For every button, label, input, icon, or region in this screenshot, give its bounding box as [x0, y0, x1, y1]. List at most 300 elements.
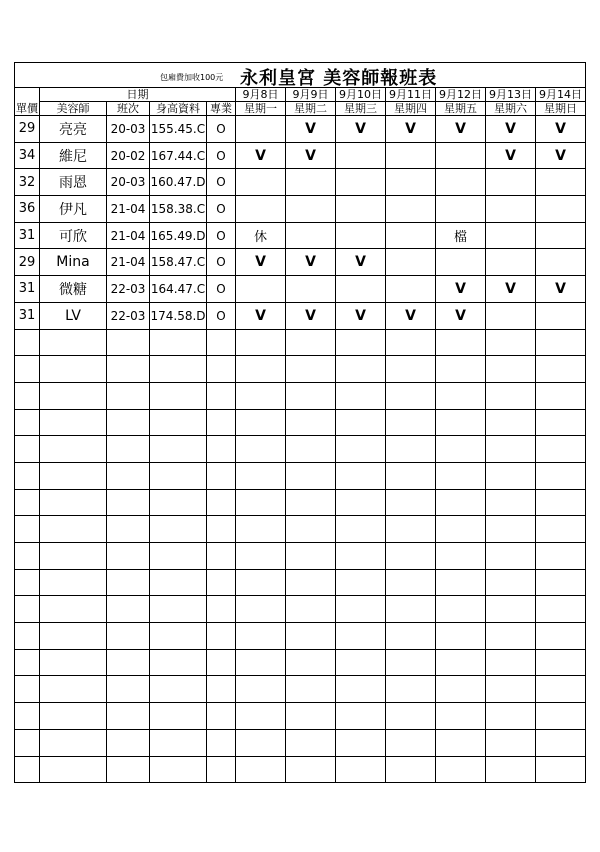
empty-cell — [150, 462, 207, 489]
day-mark: V — [486, 276, 536, 303]
empty-cell — [207, 756, 236, 783]
day-mark — [236, 196, 286, 223]
empty-cell — [107, 436, 150, 463]
empty-cell — [286, 569, 336, 596]
day-mark: V — [236, 249, 286, 276]
empty-cell — [40, 462, 107, 489]
pro-cell: O — [207, 116, 236, 143]
day-mark: 檔 — [436, 222, 486, 249]
empty-cell — [336, 356, 386, 383]
empty-cell — [236, 676, 286, 703]
weekday-header: 星期六 — [486, 102, 536, 116]
empty-cell — [150, 596, 207, 623]
table-row — [15, 142, 586, 169]
empty-cell — [207, 649, 236, 676]
day-mark — [486, 222, 536, 249]
empty-cell — [536, 382, 586, 409]
date-header: 9月13日 — [486, 88, 536, 102]
empty-cell — [15, 729, 40, 756]
empty-cell — [207, 462, 236, 489]
empty-cell — [207, 329, 236, 356]
empty-cell — [386, 703, 436, 730]
empty-cell — [386, 623, 436, 650]
empty-cell — [536, 569, 586, 596]
table-row — [15, 116, 586, 143]
empty-cell — [536, 356, 586, 383]
empty-cell — [107, 356, 150, 383]
weekday-header: 星期五 — [436, 102, 486, 116]
day-mark — [536, 196, 586, 223]
empty-cell — [207, 543, 236, 570]
day-mark: V — [336, 302, 386, 329]
empty-cell — [40, 596, 107, 623]
shift-cell: 22-03 — [107, 276, 150, 303]
empty-cell — [150, 676, 207, 703]
day-mark — [236, 169, 286, 196]
empty-cell — [386, 329, 436, 356]
height-cell: 155.45.C — [150, 116, 207, 143]
pro-cell: O — [207, 169, 236, 196]
day-mark — [436, 142, 486, 169]
empty-cell — [486, 356, 536, 383]
empty-cell — [207, 382, 236, 409]
price-cell: 31 — [15, 302, 40, 329]
empty-row — [15, 729, 586, 756]
day-mark — [486, 249, 536, 276]
empty-cell — [207, 569, 236, 596]
empty-cell — [40, 356, 107, 383]
empty-row — [15, 489, 586, 516]
empty-cell — [286, 729, 336, 756]
empty-cell — [336, 489, 386, 516]
table-row — [15, 302, 586, 329]
date-header: 9月11日 — [386, 88, 436, 102]
empty-cell — [150, 329, 207, 356]
date-header: 9月10日 — [336, 88, 386, 102]
empty-cell — [486, 462, 536, 489]
surcharge-note: 包廂費加收100元 — [160, 73, 224, 82]
pro-cell: O — [207, 249, 236, 276]
empty-cell — [15, 703, 40, 730]
empty-row — [15, 569, 586, 596]
date-header: 9月14日 — [536, 88, 586, 102]
empty-cell — [150, 756, 207, 783]
empty-cell — [336, 543, 386, 570]
empty-cell — [107, 649, 150, 676]
height-cell: 165.49.D — [150, 222, 207, 249]
empty-cell — [536, 462, 586, 489]
empty-cell — [336, 462, 386, 489]
empty-cell — [150, 409, 207, 436]
empty-cell — [486, 569, 536, 596]
empty-cell — [15, 489, 40, 516]
empty-cell — [207, 356, 236, 383]
day-mark: V — [436, 116, 486, 143]
pro-cell: O — [207, 302, 236, 329]
empty-cell — [286, 382, 336, 409]
empty-cell — [236, 543, 286, 570]
day-mark — [386, 222, 436, 249]
empty-cell — [40, 516, 107, 543]
empty-cell — [536, 649, 586, 676]
day-mark: V — [236, 142, 286, 169]
weekday-header: 星期一 — [236, 102, 286, 116]
day-mark — [486, 196, 536, 223]
empty-cell — [207, 489, 236, 516]
day-mark: V — [436, 276, 486, 303]
shift-cell: 21-04 — [107, 222, 150, 249]
empty-cell — [150, 649, 207, 676]
empty-cell — [107, 623, 150, 650]
empty-cell — [15, 436, 40, 463]
empty-cell — [386, 676, 436, 703]
empty-row — [15, 356, 586, 383]
height-cell: 158.38.C — [150, 196, 207, 223]
empty-cell — [207, 516, 236, 543]
pro-cell: O — [207, 276, 236, 303]
day-mark: V — [536, 142, 586, 169]
empty-cell — [107, 489, 150, 516]
empty-cell — [436, 623, 486, 650]
day-mark — [536, 222, 586, 249]
empty-cell — [207, 729, 236, 756]
day-mark — [486, 302, 536, 329]
day-mark — [436, 169, 486, 196]
title-cell — [15, 63, 586, 88]
empty-cell — [536, 703, 586, 730]
day-mark — [336, 142, 386, 169]
empty-cell — [236, 623, 286, 650]
empty-cell — [40, 489, 107, 516]
empty-cell — [286, 436, 336, 463]
day-mark — [436, 249, 486, 276]
pro-cell: O — [207, 222, 236, 249]
empty-cell — [40, 329, 107, 356]
empty-cell — [386, 649, 436, 676]
weekday-header: 星期日 — [536, 102, 586, 116]
empty-cell — [436, 729, 486, 756]
day-mark — [286, 276, 336, 303]
empty-row — [15, 329, 586, 356]
day-mark — [286, 196, 336, 223]
empty-cell — [436, 596, 486, 623]
beautician-name: 微糖 — [40, 276, 107, 303]
day-mark — [236, 276, 286, 303]
day-mark — [386, 169, 436, 196]
day-mark: V — [486, 142, 536, 169]
empty-cell — [436, 462, 486, 489]
date-label: 日期 — [40, 88, 236, 102]
empty-cell — [150, 543, 207, 570]
day-mark: V — [336, 116, 386, 143]
empty-cell — [107, 462, 150, 489]
empty-cell — [236, 436, 286, 463]
day-mark: V — [236, 302, 286, 329]
empty-cell — [486, 649, 536, 676]
pro-cell: O — [207, 142, 236, 169]
empty-cell — [336, 676, 386, 703]
table-row — [15, 249, 586, 276]
day-mark: V — [286, 249, 336, 276]
page-title: 永利皇宮 美容師報班表 — [240, 68, 438, 88]
empty-cell — [436, 436, 486, 463]
pro-cell: O — [207, 196, 236, 223]
empty-cell — [15, 382, 40, 409]
date-header: 9月9日 — [286, 88, 336, 102]
empty-cell — [386, 756, 436, 783]
empty-cell — [336, 596, 386, 623]
empty-cell — [15, 676, 40, 703]
table-row — [15, 196, 586, 223]
price-cell: 34 — [15, 142, 40, 169]
day-mark — [386, 249, 436, 276]
day-mark: V — [536, 276, 586, 303]
empty-cell — [286, 409, 336, 436]
empty-row — [15, 436, 586, 463]
day-mark — [536, 249, 586, 276]
empty-cell — [236, 596, 286, 623]
empty-cell — [207, 623, 236, 650]
empty-cell — [536, 516, 586, 543]
empty-row — [15, 516, 586, 543]
empty-row — [15, 703, 586, 730]
day-mark — [336, 222, 386, 249]
empty-cell — [486, 489, 536, 516]
empty-cell — [15, 462, 40, 489]
empty-cell — [336, 436, 386, 463]
empty-cell — [386, 543, 436, 570]
empty-cell — [286, 596, 336, 623]
empty-cell — [15, 649, 40, 676]
empty-cell — [436, 756, 486, 783]
empty-cell — [40, 729, 107, 756]
day-mark — [536, 169, 586, 196]
empty-cell — [436, 543, 486, 570]
empty-cell — [107, 516, 150, 543]
empty-cell — [236, 729, 286, 756]
column-header-beautician: 美容師 — [40, 102, 107, 116]
empty-cell — [15, 623, 40, 650]
beautician-name: 雨恩 — [40, 169, 107, 196]
empty-cell — [236, 516, 286, 543]
table-row — [15, 169, 586, 196]
empty-cell — [536, 623, 586, 650]
price-cell: 29 — [15, 249, 40, 276]
empty-cell — [286, 489, 336, 516]
empty-row — [15, 409, 586, 436]
empty-cell — [15, 756, 40, 783]
empty-cell — [40, 756, 107, 783]
shift-cell: 20-02 — [107, 142, 150, 169]
empty-cell — [15, 596, 40, 623]
empty-cell — [486, 729, 536, 756]
beautician-name: 亮亮 — [40, 116, 107, 143]
weekday-header: 星期四 — [386, 102, 436, 116]
table-row — [15, 222, 586, 249]
empty-cell — [486, 516, 536, 543]
empty-cell — [386, 436, 436, 463]
empty-cell — [286, 676, 336, 703]
empty-cell — [486, 623, 536, 650]
empty-cell — [386, 382, 436, 409]
empty-cell — [386, 516, 436, 543]
empty-cell — [486, 596, 536, 623]
empty-cell — [40, 382, 107, 409]
shift-cell: 20-03 — [107, 116, 150, 143]
empty-row — [15, 649, 586, 676]
price-cell: 31 — [15, 222, 40, 249]
empty-cell — [436, 703, 486, 730]
empty-cell — [15, 569, 40, 596]
empty-cell — [536, 329, 586, 356]
empty-cell — [386, 569, 436, 596]
empty-cell — [436, 516, 486, 543]
empty-cell — [286, 703, 336, 730]
empty-cell — [107, 569, 150, 596]
day-mark: V — [386, 302, 436, 329]
empty-row — [15, 676, 586, 703]
empty-cell — [150, 356, 207, 383]
empty-row — [15, 623, 586, 650]
price-cell: 29 — [15, 116, 40, 143]
empty-cell — [386, 462, 436, 489]
empty-cell — [536, 489, 586, 516]
empty-cell — [236, 329, 286, 356]
empty-cell — [486, 436, 536, 463]
empty-cell — [286, 329, 336, 356]
day-mark — [286, 222, 336, 249]
height-cell: 164.47.C — [150, 276, 207, 303]
empty-cell — [336, 729, 386, 756]
weekday-header: 星期二 — [286, 102, 336, 116]
day-mark — [386, 196, 436, 223]
day-mark — [386, 142, 436, 169]
empty-cell — [336, 703, 386, 730]
day-mark — [536, 302, 586, 329]
empty-cell — [236, 649, 286, 676]
empty-cell — [40, 409, 107, 436]
empty-cell — [486, 676, 536, 703]
empty-cell — [436, 356, 486, 383]
empty-cell — [486, 382, 536, 409]
empty-cell — [486, 409, 536, 436]
day-mark — [486, 169, 536, 196]
empty-cell — [336, 409, 386, 436]
empty-cell — [286, 543, 336, 570]
empty-cell — [207, 409, 236, 436]
empty-cell — [386, 729, 436, 756]
empty-cell — [336, 329, 386, 356]
empty-cell — [207, 596, 236, 623]
empty-cell — [336, 623, 386, 650]
price-cell: 31 — [15, 276, 40, 303]
empty-cell — [150, 729, 207, 756]
empty-cell — [40, 649, 107, 676]
empty-cell — [286, 756, 336, 783]
day-mark: V — [286, 116, 336, 143]
schedule-sheet — [14, 62, 584, 783]
empty-cell — [286, 623, 336, 650]
empty-cell — [536, 409, 586, 436]
empty-cell — [40, 569, 107, 596]
empty-cell — [150, 489, 207, 516]
day-mark — [286, 169, 336, 196]
empty-cell — [107, 756, 150, 783]
column-header-height: 身高資料 — [150, 102, 207, 116]
empty-cell — [15, 516, 40, 543]
empty-cell — [150, 516, 207, 543]
empty-cell — [486, 543, 536, 570]
height-cell: 158.47.C — [150, 249, 207, 276]
beautician-name: LV — [40, 302, 107, 329]
empty-cell — [207, 703, 236, 730]
empty-cell — [15, 356, 40, 383]
day-mark: 休 — [236, 222, 286, 249]
empty-cell — [40, 703, 107, 730]
empty-cell — [436, 489, 486, 516]
empty-cell — [236, 382, 286, 409]
empty-cell — [15, 543, 40, 570]
empty-cell — [236, 409, 286, 436]
date-header: 9月8日 — [236, 88, 286, 102]
empty-cell — [336, 382, 386, 409]
day-mark — [336, 196, 386, 223]
empty-row — [15, 462, 586, 489]
empty-cell — [15, 329, 40, 356]
empty-cell — [40, 676, 107, 703]
empty-cell — [386, 489, 436, 516]
empty-cell — [236, 356, 286, 383]
empty-cell — [107, 596, 150, 623]
empty-row — [15, 596, 586, 623]
day-mark: V — [286, 142, 336, 169]
empty-cell — [107, 729, 150, 756]
height-cell: 160.47.D — [150, 169, 207, 196]
price-header: 單價 — [15, 88, 40, 116]
empty-cell — [236, 703, 286, 730]
empty-cell — [536, 756, 586, 783]
empty-cell — [436, 329, 486, 356]
empty-cell — [236, 569, 286, 596]
empty-cell — [286, 649, 336, 676]
empty-cell — [386, 596, 436, 623]
empty-cell — [107, 676, 150, 703]
column-header-shift: 班次 — [107, 102, 150, 116]
empty-cell — [336, 569, 386, 596]
empty-cell — [436, 649, 486, 676]
empty-cell — [486, 329, 536, 356]
empty-cell — [286, 516, 336, 543]
empty-cell — [236, 462, 286, 489]
day-mark — [436, 196, 486, 223]
empty-cell — [486, 756, 536, 783]
day-mark: V — [436, 302, 486, 329]
shift-cell: 20-03 — [107, 169, 150, 196]
empty-cell — [536, 543, 586, 570]
day-mark — [336, 276, 386, 303]
empty-row — [15, 543, 586, 570]
empty-cell — [336, 516, 386, 543]
empty-cell — [436, 409, 486, 436]
beautician-name: 可欣 — [40, 222, 107, 249]
day-mark — [236, 116, 286, 143]
empty-cell — [107, 382, 150, 409]
day-mark: V — [386, 116, 436, 143]
empty-cell — [386, 409, 436, 436]
shift-cell: 21-04 — [107, 196, 150, 223]
empty-cell — [107, 329, 150, 356]
empty-cell — [15, 409, 40, 436]
